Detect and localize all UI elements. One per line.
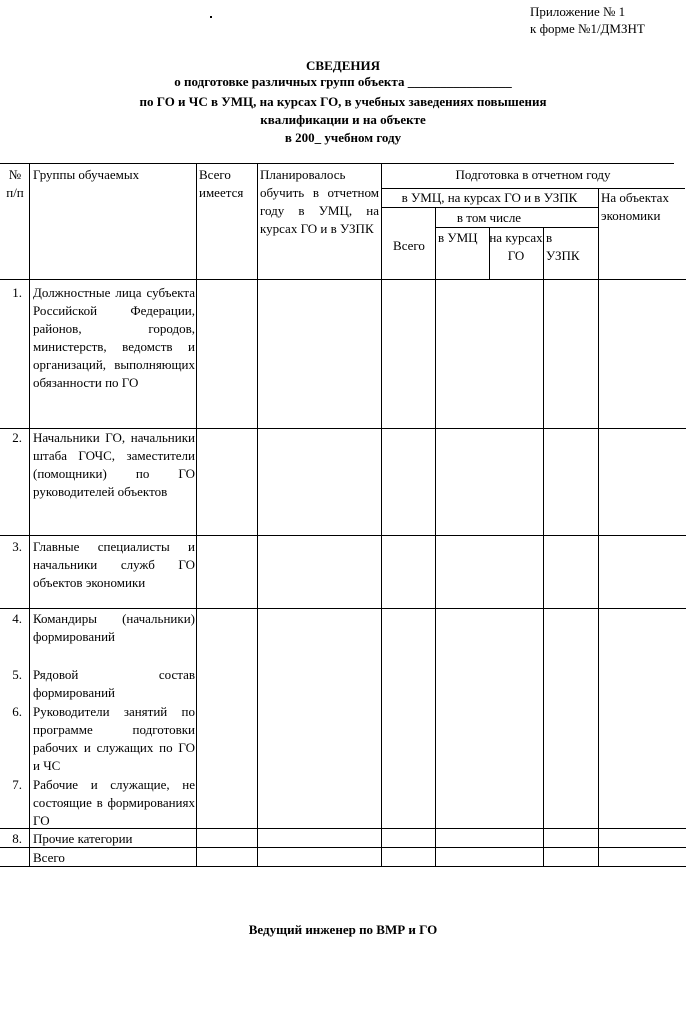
- header-report-year: Подготовка в отчетном году: [455, 167, 611, 182]
- h-line: [381, 207, 598, 208]
- header-planned: Планировалось обучить в отчетном году в УМЦ, на курсах ГО и в УЗПК: [260, 167, 379, 236]
- v-line: [381, 163, 382, 866]
- appendix-line-1: Приложение № 1: [530, 4, 626, 19]
- appendix-line-2: к форме №1/ДМЗНТ: [530, 21, 645, 36]
- row-num: 2.: [12, 430, 22, 445]
- h-line: [435, 227, 598, 228]
- stray-dot: [210, 16, 212, 18]
- row-num: 4.: [12, 611, 22, 626]
- header-groups: Группы обучаемых: [33, 167, 140, 182]
- v-line: [196, 163, 197, 866]
- row-num: 1.: [12, 285, 22, 300]
- header-total-have: Всего имеется: [199, 167, 244, 200]
- v-line: [29, 163, 30, 866]
- title-line-5: в 200_ учебном году: [284, 130, 402, 145]
- row-num: 6.: [12, 704, 22, 719]
- row-label: Командиры (начальники) формирований: [33, 611, 195, 644]
- row-num: 7.: [12, 777, 22, 792]
- h-line: [0, 608, 686, 609]
- v-line: [257, 163, 258, 866]
- signature-line: Ведущий инженер по ВМР и ГО: [248, 922, 438, 937]
- header-umc-courses: в УМЦ, на курсах ГО и в УЗПК: [401, 190, 578, 205]
- header-on-courses: на курсах ГО: [489, 230, 543, 263]
- row-label-total: Всего: [33, 850, 65, 865]
- header-total: Всего: [393, 238, 425, 253]
- header-on-sites: На объектах экономики: [601, 190, 669, 223]
- h-line: [0, 535, 686, 536]
- header-including: в том числе: [456, 210, 522, 225]
- row-label: Начальники ГО, начальники штаба ГОЧС, заместители (помощники) по ГО руководителей объектов: [33, 430, 195, 499]
- title-line-2: о подготовке различных групп объекта ________________: [174, 74, 512, 89]
- row-label: Рядовой состав формирований: [33, 667, 195, 700]
- header-in-uzpk: в УЗПК: [546, 230, 580, 263]
- v-line: [543, 227, 544, 866]
- appendix-label: [530, 3, 645, 37]
- v-line: [435, 207, 436, 866]
- title-line-3: по ГО и ЧС в УМЦ, на курсах ГО, в учебных заведениях повышения: [139, 94, 547, 109]
- row-label: Должностные лица субъекта Российской Федерации, районов, городов, министерств, ведомств и организаций, выполняющих обязанности по ГО: [33, 285, 195, 390]
- h-line: [0, 279, 686, 280]
- header-num: № п/п: [6, 167, 24, 200]
- title-line-4: квалификации и на объекте: [260, 112, 426, 127]
- row-label: Главные специалисты и начальники служб ГО объектов экономики: [33, 539, 195, 590]
- header-in-umc: в УМЦ: [438, 230, 478, 245]
- h-line: [0, 163, 674, 164]
- v-line: [598, 188, 599, 866]
- row-num: 5.: [12, 667, 22, 682]
- document-title: СВЕДЕНИЯ: [306, 58, 380, 73]
- row-label: Руководители занятий по программе подготовки рабочих и служащих по ГО и ЧС: [33, 704, 195, 773]
- row-label: Прочие категории: [33, 831, 133, 846]
- row-num: 3.: [12, 539, 22, 554]
- row-label: Рабочие и служащие, не состоящие в формированиях ГО: [33, 777, 195, 828]
- row-num: 8.: [12, 831, 22, 846]
